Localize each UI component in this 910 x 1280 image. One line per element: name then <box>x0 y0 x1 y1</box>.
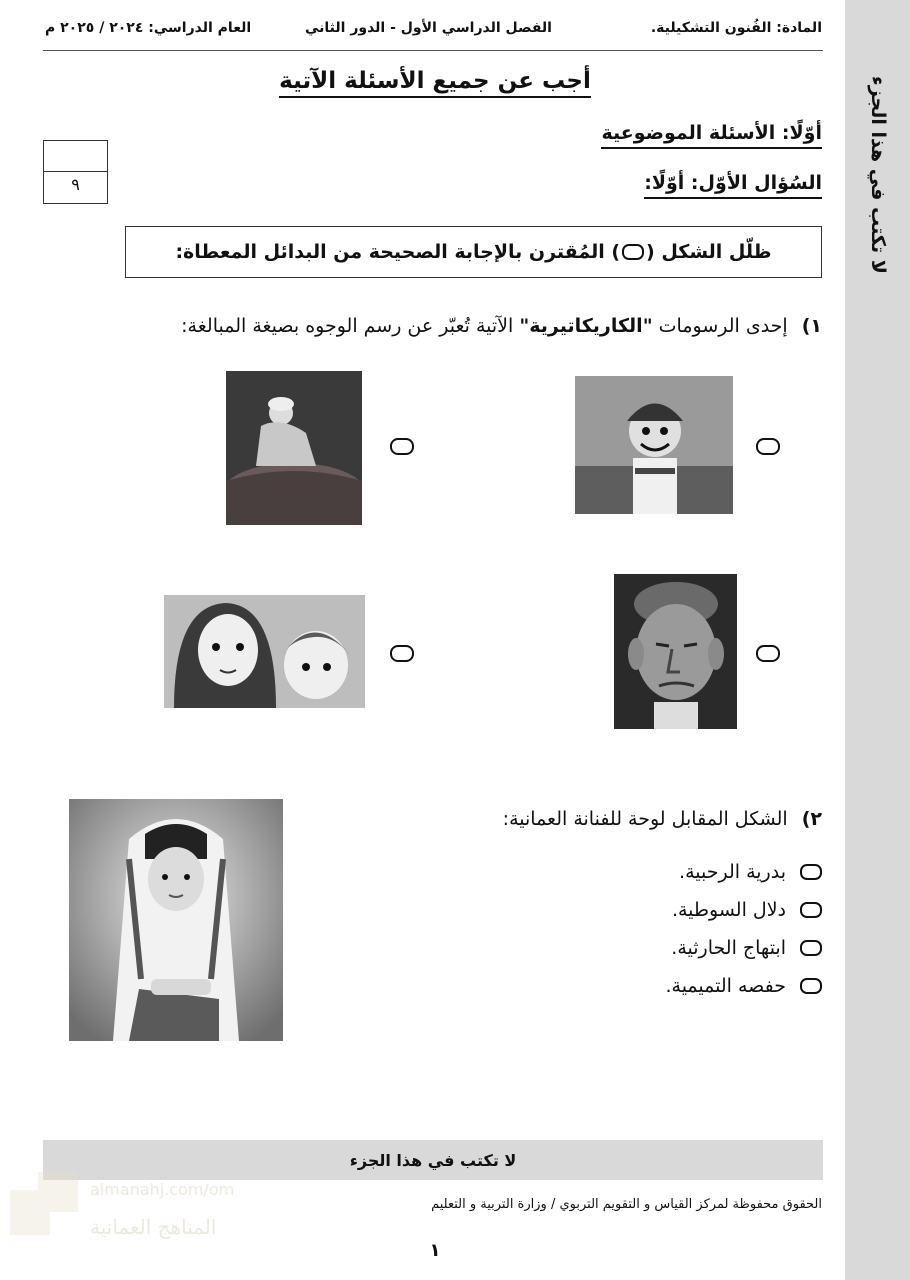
question-heading: السُؤال الأوّل: أوّلًا: <box>644 172 822 194</box>
footer-notice-bar: لا تكتب في هذا الجزء <box>43 1140 823 1180</box>
question-2: ٢)الشكل المقابل لوحة للفنانة العمانية: <box>502 808 822 830</box>
oval-icon[interactable] <box>800 864 822 880</box>
woman-and-boy-image <box>164 595 365 708</box>
score-value: ٩ <box>71 175 80 194</box>
old-man-caricature-image <box>614 574 737 729</box>
side-note: لا تكتب في هذا الجزء <box>867 76 889 274</box>
q2-option-1[interactable]: بدرية الرحبية. <box>679 861 822 883</box>
section-heading: أوّلًا: الأسئلة الموضوعية <box>601 122 822 144</box>
page-number: ١ <box>429 1240 441 1261</box>
header-subject: المادة: الفُنون التشكيلية. <box>650 20 822 36</box>
instruction-text-end: ) المُقترن بالإجابة الصحيحة من البدائل المعطاة: <box>175 241 621 263</box>
cartoon-boy-image <box>575 376 733 514</box>
header-semester: الفصل الدراسي الأول - الدور الثاني <box>305 20 552 36</box>
q2-option-3[interactable]: ابتهاج الحارثية. <box>671 937 822 959</box>
copyright-text: الحقوق محفوظة لمركز القياس و التقويم التربوي / وزارة التربية و التعليم <box>431 1197 822 1212</box>
answer-oval-c[interactable] <box>756 645 780 662</box>
q2-option-4[interactable]: حفصه التميمية. <box>665 975 822 997</box>
watermark: almanahj.com/om المناهج العمانية <box>10 1170 250 1260</box>
instruction-text-start: ظلّل الشكل ( <box>646 241 772 263</box>
header-divider <box>43 50 823 51</box>
oval-icon[interactable] <box>800 902 822 918</box>
page-title: أجب عن جميع الأسئلة الآتية <box>200 68 670 94</box>
oval-icon <box>622 244 644 260</box>
question-1: ١)إحدى الرسومات "الكاريكاتيرية" الآتية تُعبّر عن رسم الوجوه بصيغة المبالغة: <box>181 315 822 337</box>
answer-oval-a[interactable] <box>756 438 780 455</box>
oval-icon[interactable] <box>800 940 822 956</box>
flying-carpet-image <box>226 371 362 525</box>
score-box <box>43 140 108 204</box>
header-year: العام الدراسي: ٢٠٢٤ / ٢٠٢٥ م <box>45 20 252 36</box>
answer-oval-d[interactable] <box>390 645 414 662</box>
omani-painting-image <box>69 799 283 1041</box>
instruction-box <box>125 226 822 278</box>
q2-option-2[interactable]: دلال السوطية. <box>672 899 822 921</box>
answer-oval-b[interactable] <box>390 438 414 455</box>
oval-icon[interactable] <box>800 978 822 994</box>
